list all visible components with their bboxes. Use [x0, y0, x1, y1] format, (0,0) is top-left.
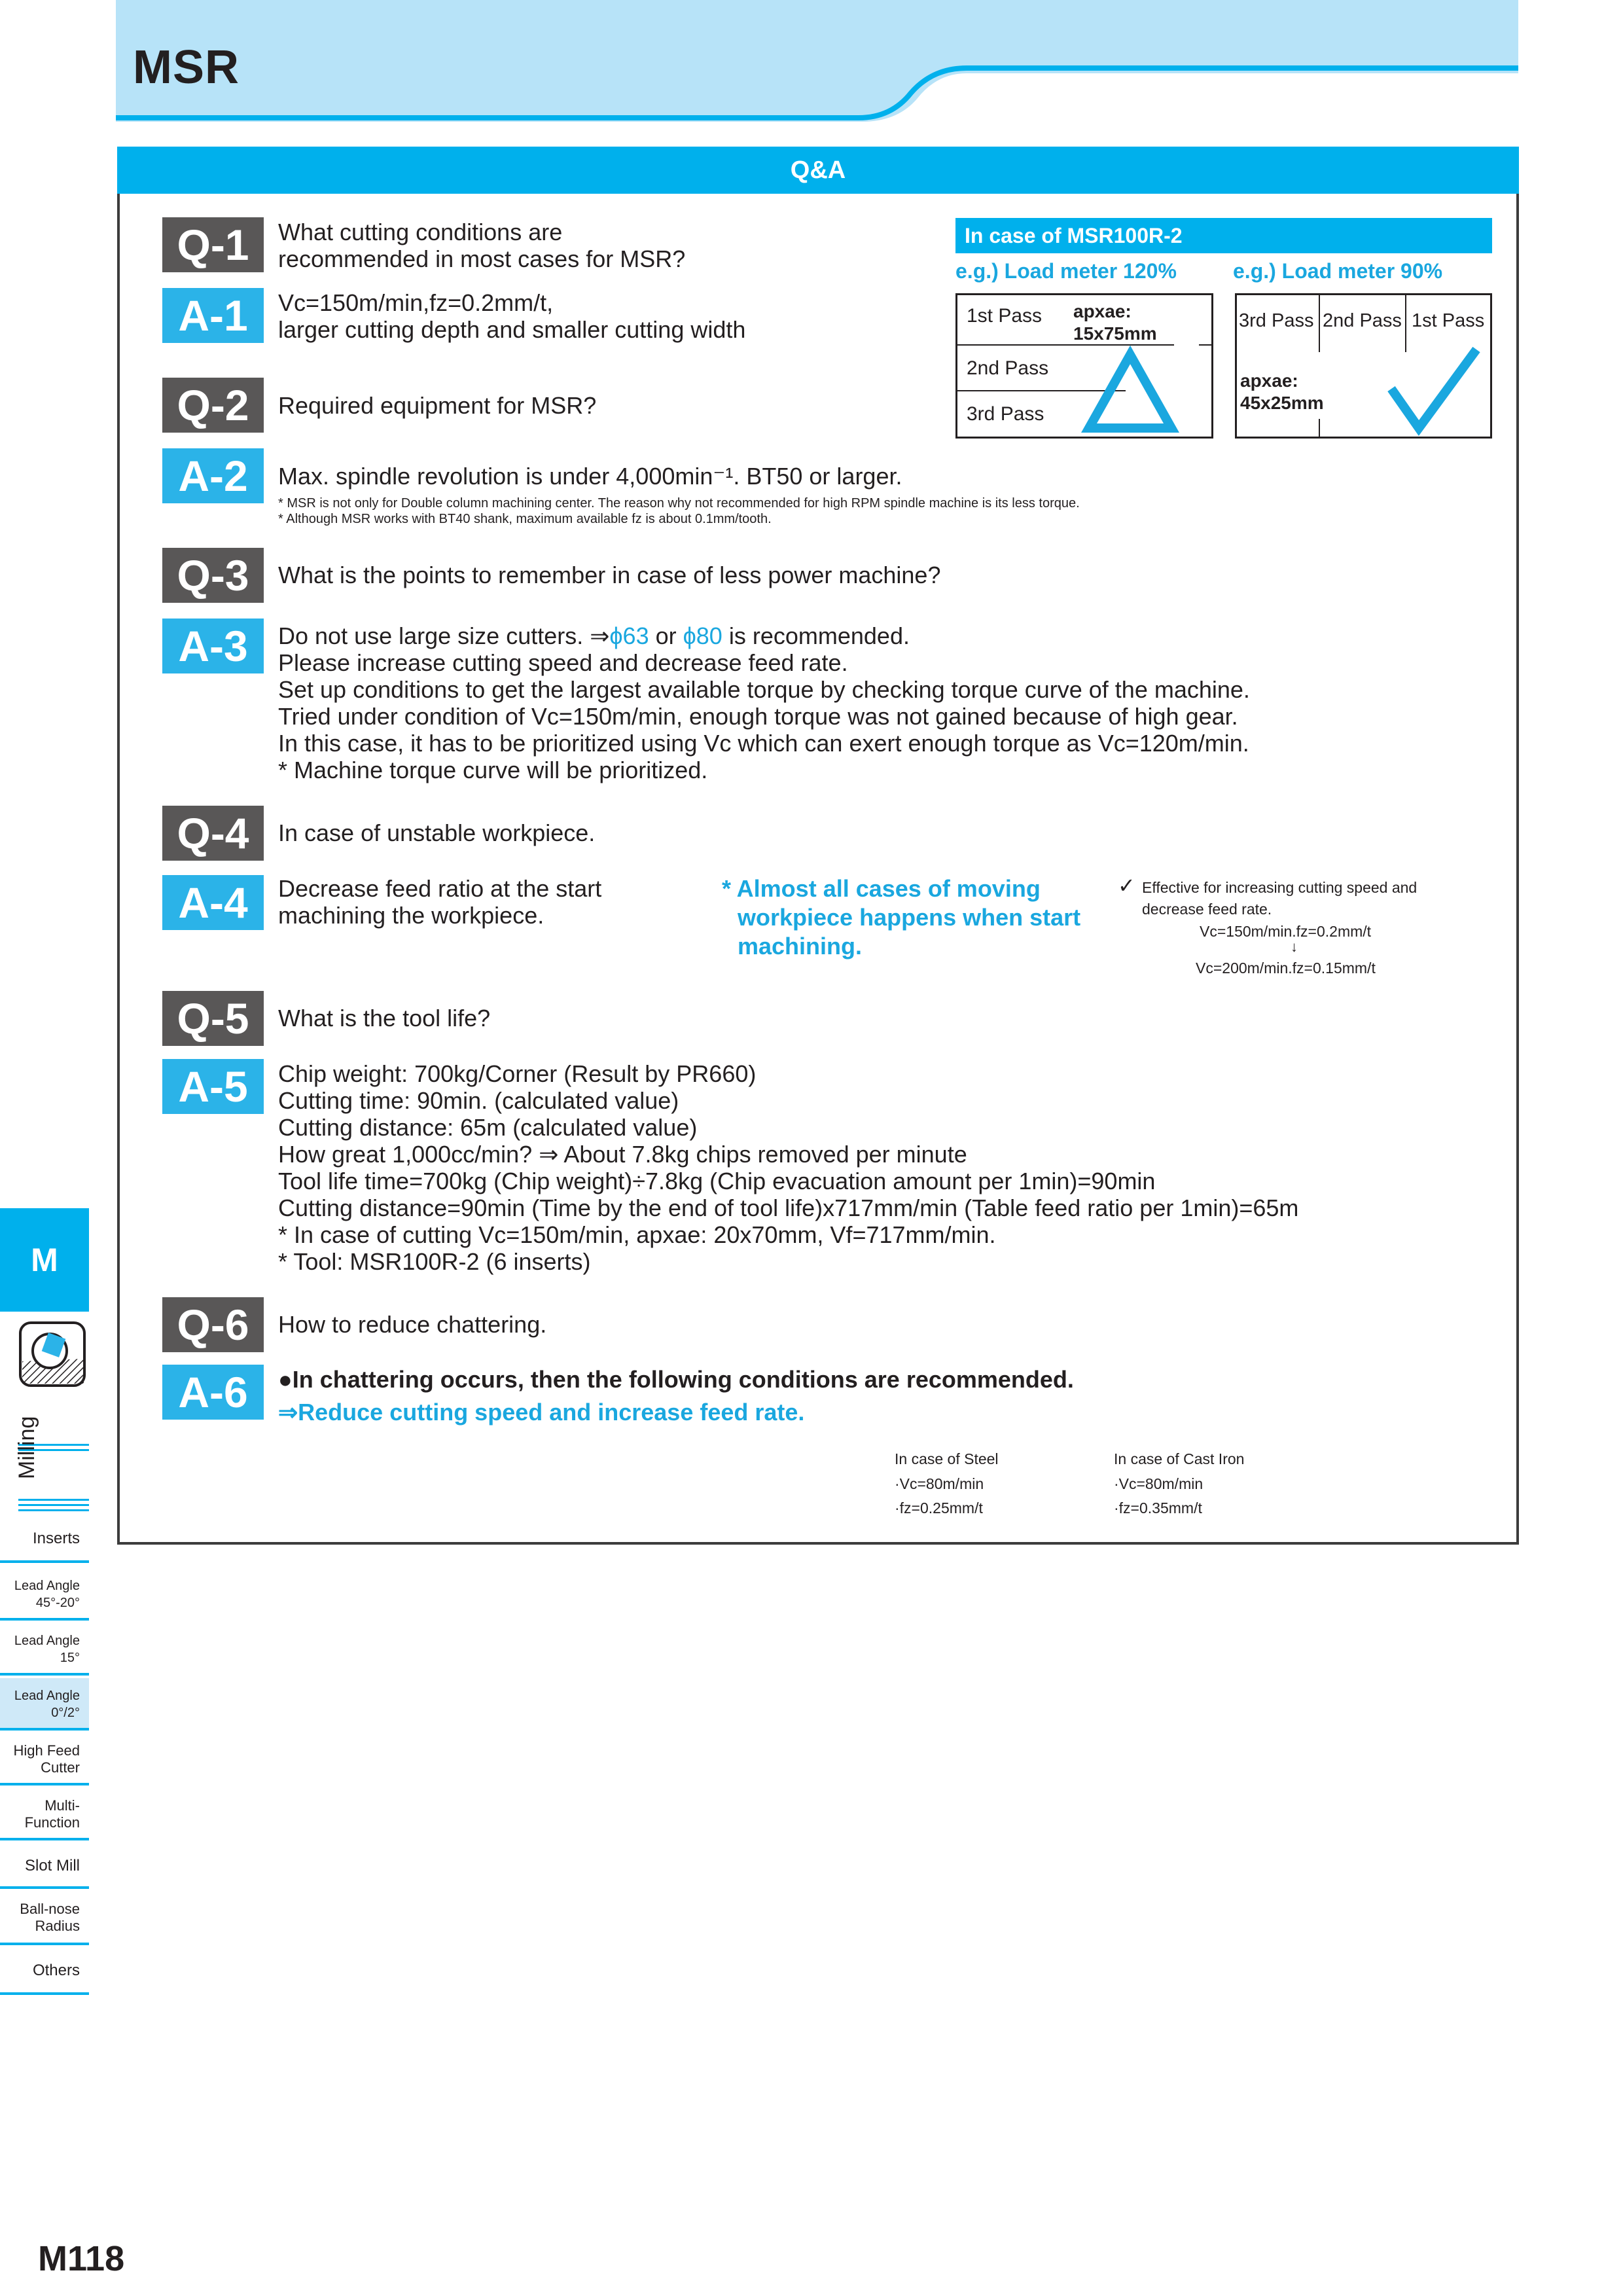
question-badge-5: Q-5 — [162, 991, 264, 1046]
apxae-value: 45x25mm — [1240, 393, 1324, 413]
question-1-line-2: recommended in most cases for MSR? — [278, 245, 686, 272]
tip-from: Vc=150m/min.fz=0.2mm/t — [1200, 923, 1372, 940]
question-6-text: How to reduce chattering. — [278, 1311, 547, 1338]
answer-3-line-1 — [278, 622, 910, 649]
answer-5-line-4: How great 1,000cc/min? ⇒ About 7.8kg chips removed per minute — [278, 1141, 967, 1168]
question-badge-6: Q-6 — [162, 1297, 264, 1352]
answer-5-line-2: Cutting time: 90min. (calculated value) — [278, 1087, 679, 1114]
milling-icon — [18, 1321, 90, 1389]
question-3-text: What is the points to remember in case of less power machine? — [278, 562, 941, 588]
apxae-label: apxae: — [1240, 370, 1298, 391]
condition-castiron-vc: ·Vc=80m/min — [1114, 1475, 1204, 1492]
tip-to: Vc=200m/min.fz=0.15mm/t — [1196, 960, 1376, 977]
pass-divider — [1199, 344, 1213, 346]
apxae-value: 15x75mm — [1073, 323, 1157, 344]
answer-1-line-2: larger cutting depth and smaller cutting width — [278, 316, 746, 343]
page-title: MSR — [133, 41, 240, 94]
question-badge-4: Q-4 — [162, 806, 264, 861]
check-icon: ✓ — [1118, 874, 1135, 897]
pass-divider — [1319, 293, 1320, 352]
tip-line-1: Effective for increasing cutting speed and — [1142, 879, 1418, 896]
apxae-label: apxae: — [1073, 301, 1132, 321]
sidebar-item-multi-function[interactable]: Multi- Function — [0, 1788, 89, 1840]
answer-4-highlight-2: workpiece happens when start — [738, 904, 1081, 931]
pass-label: 2nd Pass — [1323, 310, 1402, 331]
answer-1-line-1: Vc=150m/min,fz=0.2mm/t, — [278, 289, 554, 316]
pass-label: 3rd Pass — [967, 403, 1044, 425]
qa-title-bar: Q&A — [117, 147, 1519, 194]
cutter-size-80: ϕ80 — [683, 622, 722, 649]
load-meter-90: e.g.) Load meter 90% — [1233, 259, 1443, 283]
sidebar-item-ball-nose-radius[interactable]: Ball-nose Radius — [0, 1892, 89, 1945]
answer-5-line-1: Chip weight: 700kg/Corner (Result by PR660) — [278, 1060, 757, 1087]
condition-steel-fz: ·fz=0.25mm/t — [895, 1499, 983, 1516]
sidebar-item-lead-angle-15[interactable]: Lead Angle 15° — [0, 1623, 89, 1676]
answer-5-line-7: * In case of cutting Vc=150m/min, apxae: 20x70mm, Vf=717mm/min. — [278, 1221, 996, 1248]
sidebar-divider — [18, 1499, 89, 1501]
answer-3-line-6: * Machine torque curve will be prioritized. — [278, 757, 708, 783]
sidebar-item-slot-mill[interactable]: Slot Mill — [0, 1843, 89, 1889]
answer-badge-5: A-5 — [162, 1059, 264, 1114]
answer-3-line-3: Set up conditions to get the largest available torque by checking torque curve of the machine. — [278, 676, 1250, 703]
answer-2-note-1: * MSR is not only for Double column machining center. The reason why not recommended for high RPM spindle machine is its less torque. — [278, 496, 1080, 511]
pass-label: 1st Pass — [967, 305, 1043, 327]
answer-3-or: or — [649, 622, 683, 649]
answer-6-text: ●In chattering occurs, then the following conditions are recommended. — [278, 1366, 1074, 1393]
tip-line-2: decrease feed rate. — [1142, 901, 1272, 918]
answer-badge-2: A-2 — [162, 448, 264, 503]
answer-5-line-8: * Tool: MSR100R-2 (6 inserts) — [278, 1248, 591, 1275]
sidebar-item-others[interactable]: Others — [0, 1948, 89, 1995]
question-5-text: What is the tool life? — [278, 1005, 491, 1031]
pass-label: 3rd Pass — [1239, 310, 1314, 331]
sidebar-item-lead-angle-45-20[interactable]: Lead Angle 45°-20° — [0, 1568, 89, 1621]
pass-divider — [1405, 293, 1406, 352]
diagram-title: In case of MSR100R-2 — [955, 218, 1492, 253]
answer-badge-3: A-3 — [162, 619, 264, 673]
cutter-size-63: ϕ63 — [609, 622, 649, 649]
pass-label: 2nd Pass — [967, 357, 1049, 379]
load-meter-120: e.g.) Load meter 120% — [955, 259, 1177, 283]
answer-4-highlight-3: machining. — [738, 933, 863, 960]
answer-5-line-3: Cutting distance: 65m (calculated value) — [278, 1114, 698, 1141]
answer-3-line-4: Tried under condition of Vc=150m/min, enough torque was not gained because of high gear. — [278, 703, 1238, 730]
question-2-text: Required equipment for MSR? — [278, 392, 597, 419]
arrow-down-icon: ↓ — [1291, 939, 1298, 955]
question-badge-1: Q-1 — [162, 217, 264, 272]
answer-2-note-2: * Although MSR works with BT40 shank, maximum available fz is about 0.1mm/tooth. — [278, 512, 772, 526]
answer-badge-1: A-1 — [162, 288, 264, 343]
answer-4-line-2: machining the workpiece. — [278, 902, 544, 929]
answer-3-prefix: Do not use large size cutters. ⇒ — [278, 622, 610, 649]
condition-steel-title: In case of Steel — [895, 1450, 999, 1467]
triangle-icon — [1081, 346, 1179, 437]
sidebar-divider — [18, 1504, 89, 1506]
question-4-text: In case of unstable workpiece. — [278, 819, 596, 846]
sidebar-divider — [18, 1509, 89, 1511]
page-number: M118 — [38, 2239, 125, 2278]
answer-badge-6: A-6 — [162, 1365, 264, 1420]
condition-steel-vc: ·Vc=80m/min — [895, 1475, 984, 1492]
answer-5-line-6: Cutting distance=90min (Time by the end of tool life)x717mm/min (Table feed ratio per 1min)=65m — [278, 1194, 1299, 1221]
check-icon — [1385, 344, 1483, 439]
sidebar-item-high-feed-cutter[interactable]: High Feed Cutter — [0, 1733, 89, 1785]
answer-4-line-1: Decrease feed ratio at the start — [278, 875, 602, 902]
sidebar-section-milling: Milling — [14, 1416, 39, 1479]
question-badge-3: Q-3 — [162, 548, 264, 603]
answer-3-suffix: is recommended. — [722, 622, 910, 649]
sidebar-tab-m[interactable]: M — [0, 1208, 89, 1312]
answer-5-line-5: Tool life time=700kg (Chip weight)÷7.8kg (Chip evacuation amount per 1min)=90min — [278, 1168, 1156, 1194]
answer-badge-4: A-4 — [162, 875, 264, 930]
pass-label: 1st Pass — [1412, 310, 1485, 331]
sidebar-item-lead-angle-0-2[interactable]: Lead Angle 0°/2° — [0, 1678, 89, 1731]
question-badge-2: Q-2 — [162, 378, 264, 433]
pass-divider — [1319, 419, 1320, 439]
condition-castiron-fz: ·fz=0.35mm/t — [1114, 1499, 1202, 1516]
answer-3-line-2: Please increase cutting speed and decrease feed rate. — [278, 649, 848, 676]
sidebar-item-inserts[interactable]: Inserts — [0, 1517, 89, 1563]
answer-4-highlight-1: * Almost all cases of moving — [722, 875, 1041, 902]
condition-castiron-title: In case of Cast Iron — [1114, 1450, 1245, 1467]
header-band — [116, 0, 1518, 123]
question-1-line-1: What cutting conditions are — [278, 219, 563, 245]
answer-6-recommendation: ⇒Reduce cutting speed and increase feed rate. — [278, 1399, 805, 1426]
answer-2-text: Max. spindle revolution is under 4,000min⁻¹. BT50 or larger. — [278, 463, 902, 490]
answer-3-line-5: In this case, it has to be prioritized using Vc which can exert enough torque as Vc=120m/min. — [278, 730, 1249, 757]
